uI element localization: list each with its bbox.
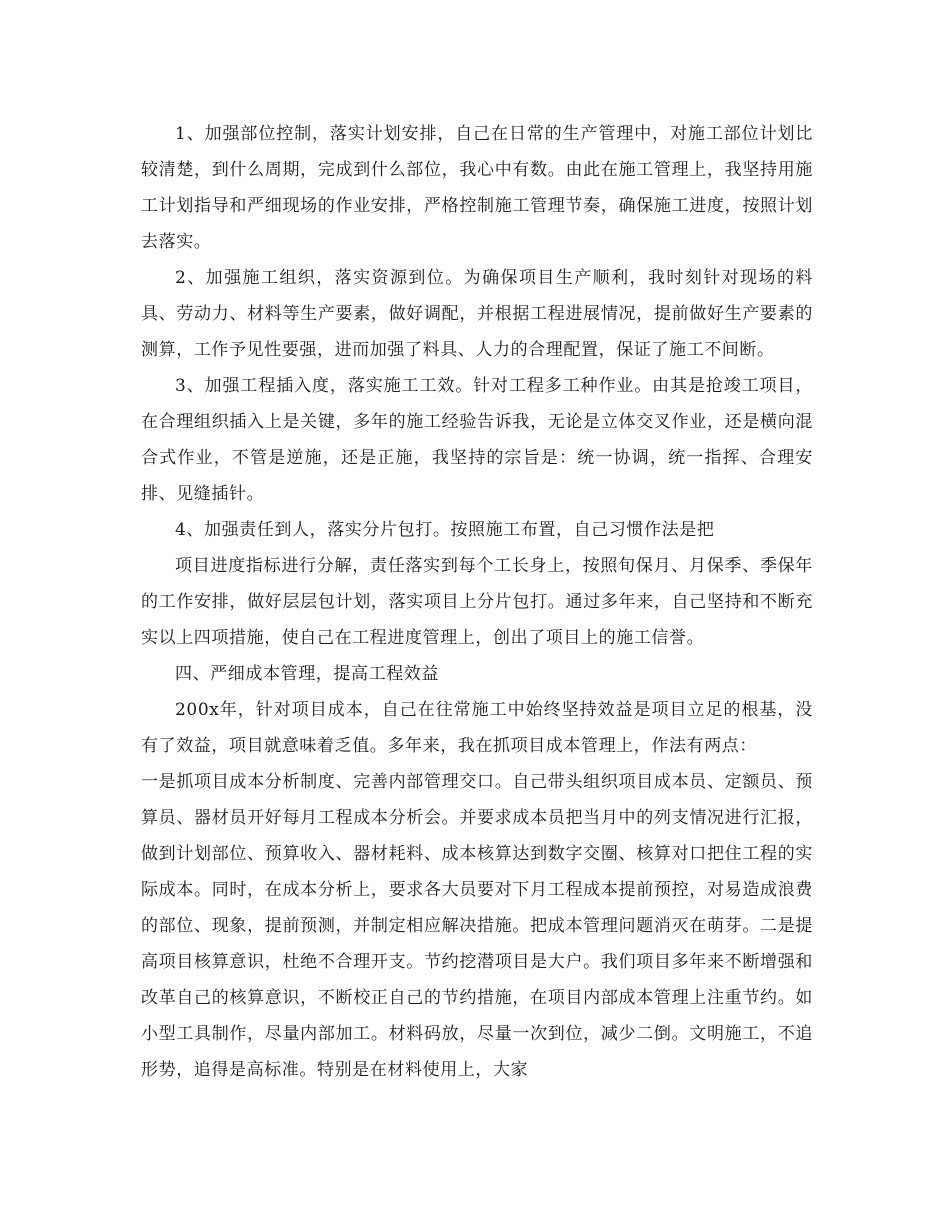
paragraph: 4、加强责任到人，落实分片包打。按照施工布置，自己习惯作法是把: [175, 520, 715, 540]
document-body: [141, 116, 813, 1088]
paragraph: 2、加强施工组织，落实资源到位。为确保项目生产顺利，我时刻针对现场的料具、劳动力、材料等生产要素，做好调配，并根据工程进展情况，提前做好生产要素的测算，工作予见性要强，进而加强了料具、人力的合理配置，保证了施工不间断。: [141, 268, 813, 360]
paragraph: 一是抓项目成本分析制度、完善内部管理交口。自己带头组织项目成本员、定额员、预算员、器材员开好每月工程成本分析会。并要求成本员把当月中的列支情况进行汇报，做到计划部位、预算收入、器材耗料、成本核算达到数字交圈、核算对口把住工程的实际成本。同时，在成本分析上，要求各大员要对下月工程成本提前预控，对易造成浪费的部位、现象，提前预测，并制定相应解决措施。把成本管理问题消灭在萌芽。二是提高项目核算意识，杜绝不合理开支。节约挖潜项目是大户。我们项目多年来不断增强和改革自己的核算意识，不断校正自己的节约措施，在项目内部成本管理上注重节约。如小型工具制作，尽量内部加工。材料码放，尽量一次到位，减少二倒。文明施工，不追形势，追得是高标准。特别是在材料使用上，大家: [141, 772, 813, 1080]
paragraph: 1、加强部位控制，落实计划安排，自己在日常的生产管理中，对施工部位计划比较清楚，到什么周期，完成到什么部位，我心中有数。由此在施工管理上，我坚持用施工计划指导和严细现场的作业安排，严格控制施工管理节奏，确保施工进度，按照计划去落实。: [141, 124, 813, 252]
paragraph: 200x年，针对项目成本，自己在往常施工中始终坚持效益是项目立足的根基，没有了效益，项目就意味着乏值。多年来，我在抓项目成本管理上，作法有两点：: [141, 700, 813, 756]
section-heading: 四、严细成本管理，提高工程效益: [175, 664, 439, 684]
paragraph: 项目进度指标进行分解，责任落实到每个工长身上，按照旬保月、月保季、季保年的工作安排，做好层层包计划，落实项目上分片包打。通过多年来，自己坚持和不断充实以上四项措施，使自己在工程进度管理上，创出了项目上的施工信誉。: [141, 556, 813, 648]
paragraph: 3、加强工程插入度，落实施工工效。针对工程多工种作业。由其是抢竣工项目，在合理组织插入上是关键，多年的施工经验告诉我，无论是立体交叉作业，还是横向混合式作业，不管是逆施，还是正施，我坚持的宗旨是：统一协调，统一指挥、合理安排、见缝插针。: [141, 376, 813, 504]
